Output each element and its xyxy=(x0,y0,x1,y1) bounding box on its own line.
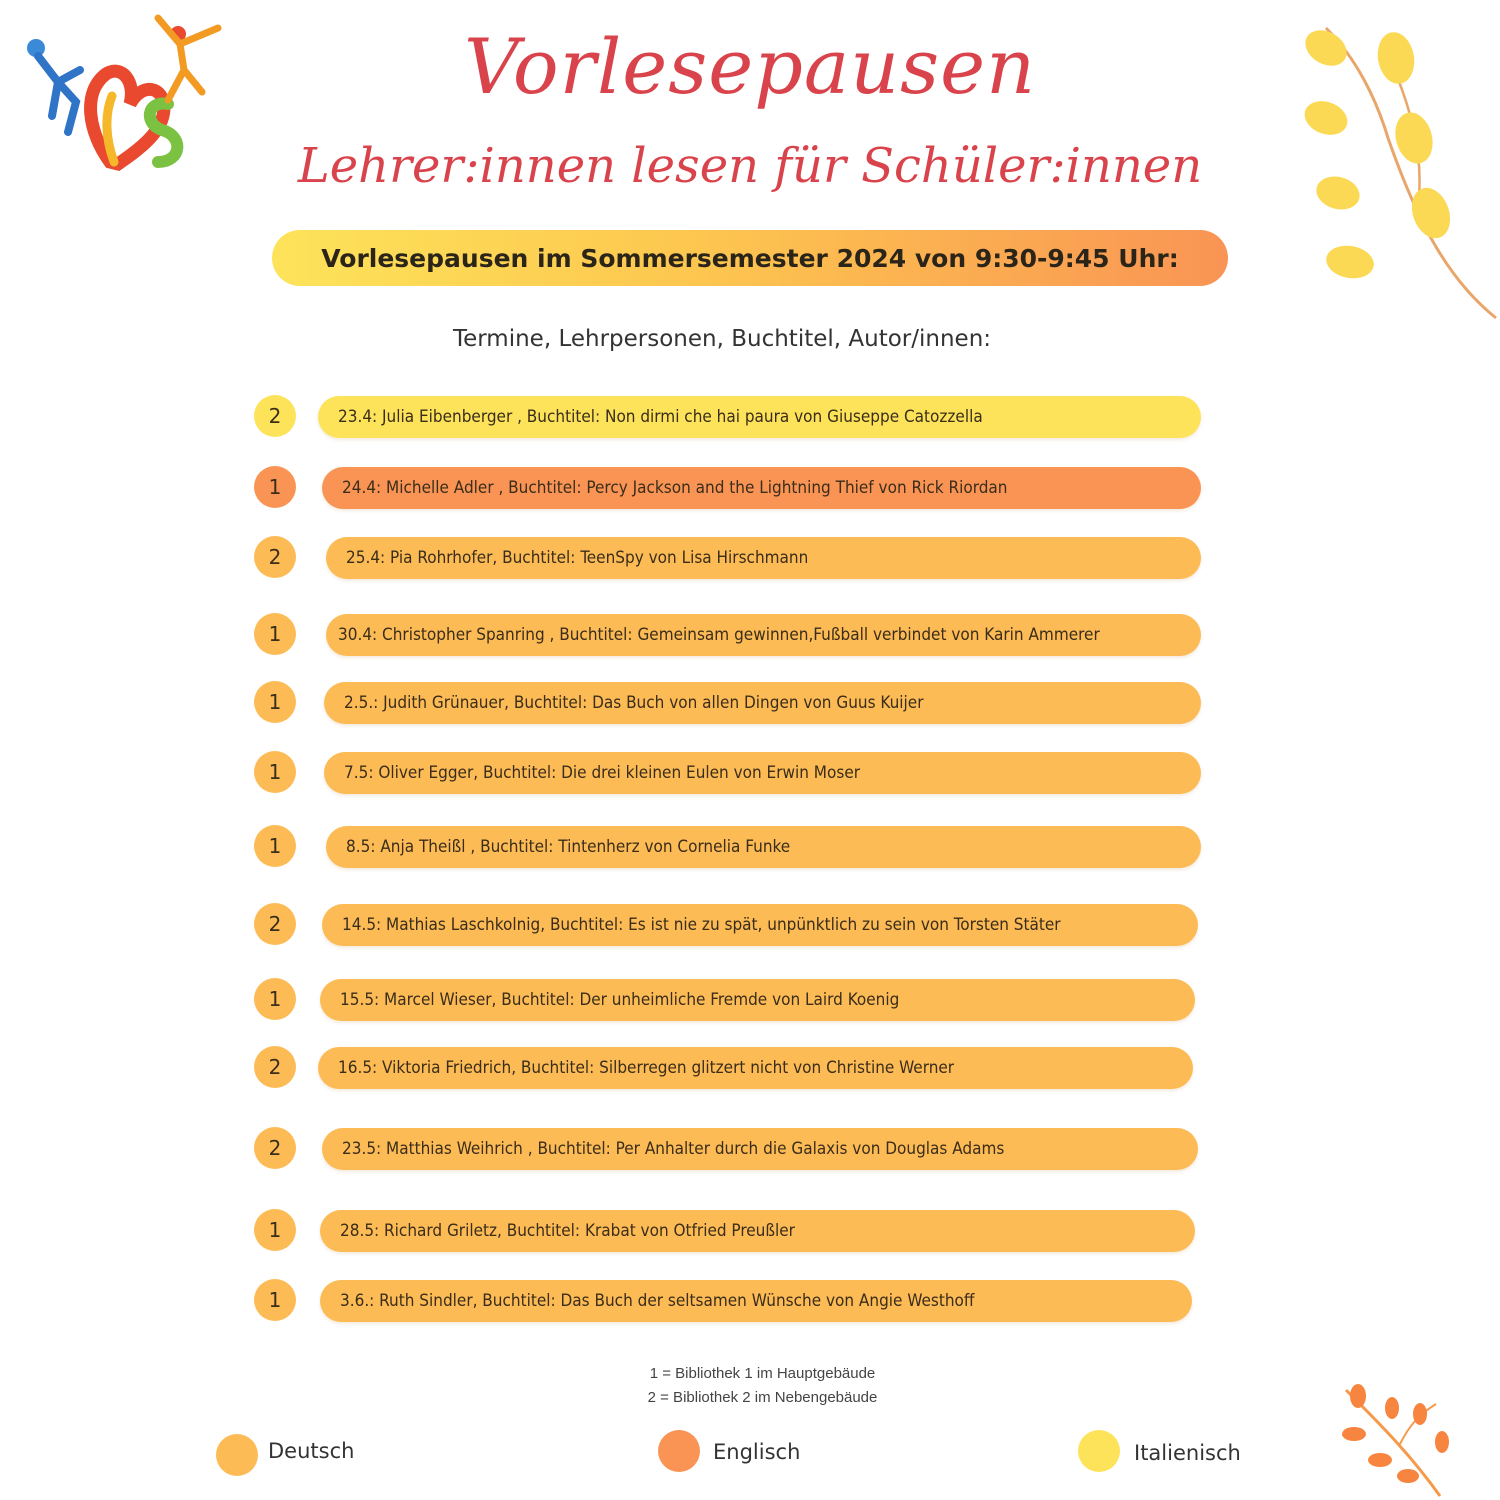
page-subtitle: Lehrer:innen lesen für Schüler:innen xyxy=(297,138,1203,194)
library-badge: 1 xyxy=(254,681,296,723)
library-badge: 1 xyxy=(254,1279,296,1321)
legend-englisch-label: Englisch xyxy=(713,1440,801,1464)
legend-deutsch-label: Deutsch xyxy=(268,1439,355,1463)
library-badge: 2 xyxy=(254,903,296,945)
legend-library-1: 1 = Bibliothek 1 im Hauptgebäude xyxy=(649,1365,876,1382)
reading-entry: 14.5: Mathias Laschkolnig, Buchtitel: Es ist nie zu spät, unpünktlich zu sein von Torsten Stäter xyxy=(322,904,1198,946)
reading-entry: 7.5: Oliver Egger, Buchtitel: Die drei kleinen Eulen von Erwin Moser xyxy=(324,752,1201,794)
library-badge: 1 xyxy=(254,466,296,508)
library-legend xyxy=(0,1362,1500,1410)
reading-entry: 23.5: Matthias Weihrich , Buchtitel: Per Anhalter durch die Galaxis von Douglas Adams xyxy=(322,1128,1198,1170)
page-title: Vorlesepausen xyxy=(463,22,1037,111)
semester-banner: Vorlesepausen im Sommersemester 2024 von 9:30-9:45 Uhr: xyxy=(272,230,1228,286)
library-badge: 2 xyxy=(254,1046,296,1088)
reading-entry: 3.6.: Ruth Sindler, Buchtitel: Das Buch der seltsamen Wünsche von Angie Westhoff xyxy=(320,1280,1192,1322)
library-badge: 1 xyxy=(254,751,296,793)
legend-library-2: 2 = Bibliothek 2 im Nebengebäude xyxy=(647,1389,878,1406)
legend-italienisch-dot xyxy=(1078,1430,1120,1472)
reading-entry: 2.5.: Judith Grünauer, Buchtitel: Das Buch von allen Dingen von Guus Kuijer xyxy=(324,682,1201,724)
library-badge: 2 xyxy=(254,536,296,578)
library-badge: 2 xyxy=(254,1127,296,1169)
library-badge: 1 xyxy=(254,978,296,1020)
reading-entry: 24.4: Michelle Adler , Buchtitel: Percy Jackson and the Lightning Thief von Rick Riordan xyxy=(322,467,1201,509)
legend-italienisch-label: Italienisch xyxy=(1134,1441,1241,1465)
legend-deutsch-dot xyxy=(216,1434,258,1476)
list-heading: Termine, Lehrpersonen, Buchtitel, Autor/innen: xyxy=(452,326,992,352)
reading-entry: 16.5: Viktoria Friedrich, Buchtitel: Silberregen glitzert nicht von Christine Werner xyxy=(318,1047,1193,1089)
reading-entry: 8.5: Anja Theißl , Buchtitel: Tintenherz von Cornelia Funke xyxy=(326,826,1201,868)
library-badge: 1 xyxy=(254,1209,296,1251)
reading-entry: 23.4: Julia Eibenberger , Buchtitel: Non dirmi che hai paura von Giuseppe Catozzella xyxy=(318,396,1201,438)
reading-entry: 15.5: Marcel Wieser, Buchtitel: Der unheimliche Fremde von Laird Koenig xyxy=(320,979,1195,1021)
library-badge: 2 xyxy=(254,395,296,437)
reading-entry: 25.4: Pia Rohrhofer, Buchtitel: TeenSpy von Lisa Hirschmann xyxy=(326,537,1201,579)
library-badge: 1 xyxy=(254,825,296,867)
library-badge: 1 xyxy=(254,613,296,655)
legend-englisch-dot xyxy=(658,1430,700,1472)
reading-entry: 28.5: Richard Griletz, Buchtitel: Krabat von Otfried Preußler xyxy=(320,1210,1195,1252)
reading-entry: 30.4: Christopher Spanring , Buchtitel: Gemeinsam gewinnen,Fußball verbindet von Karin Ammerer xyxy=(326,614,1201,656)
